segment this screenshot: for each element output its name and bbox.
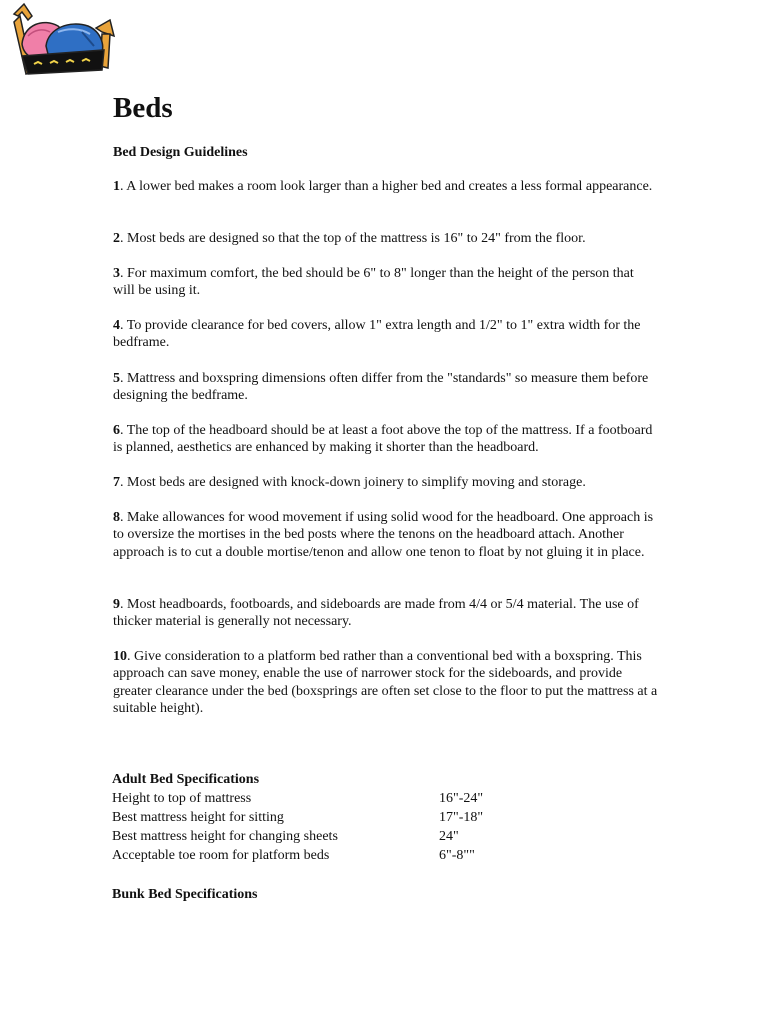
- guideline-5: [113, 370, 658, 405]
- bed-clipart-icon: [10, 2, 116, 78]
- section-heading-bunk-specs: Bunk Bed Specifications: [112, 887, 258, 902]
- guideline-text: . Mattress and boxspring dimensions often differ from the "standards" so measure them before designing the bedframe.: [113, 371, 649, 404]
- spec-value: 24": [439, 829, 459, 844]
- guideline-number: 7: [113, 475, 120, 490]
- guideline-6: [113, 422, 658, 457]
- guideline-number: 6: [113, 423, 120, 438]
- guideline-text: . Give consideration to a platform bed rather than a conventional bed with a boxspring. This approach can save money, enable the use of narrower stock for the sideboards, and provide greater clearance under the bed (boxsprings are often set close to the floor to put the mattress at a suitable height).: [113, 649, 658, 716]
- guideline-9: [113, 596, 658, 631]
- guideline-number: 9: [113, 597, 120, 612]
- spec-value: 6"-8"": [439, 848, 475, 863]
- guideline-text: . A lower bed makes a room look larger than a higher bed and creates a less formal appearance.: [120, 179, 653, 194]
- guideline-text: . Most beds are designed so that the top of the mattress is 16" to 24" from the floor.: [120, 231, 586, 246]
- guideline-text: . The top of the headboard should be at least a foot above the top of the mattress. If a footboard is planned, aesthetics are enhanced by making it shorter than the headboard.: [113, 423, 653, 456]
- guideline-4: [113, 317, 658, 352]
- section-heading-adult-specs: Adult Bed Specifications: [112, 772, 260, 787]
- spec-value: 17"-18": [439, 810, 484, 825]
- spec-label: Best mattress height for sitting: [112, 810, 284, 825]
- guideline-number: 1: [113, 179, 120, 194]
- spec-row: [112, 808, 532, 827]
- spec-label: Best mattress height for changing sheets: [112, 829, 338, 844]
- guideline-3: [113, 265, 658, 300]
- guideline-text: . For maximum comfort, the bed should be 6" to 8" longer than the height of the person that will be using it.: [113, 266, 634, 299]
- guideline-text: . To provide clearance for bed covers, allow 1" extra length and 1/2" to 1" extra width for the bedframe.: [113, 318, 641, 351]
- guideline-10: [113, 648, 658, 717]
- spec-row: [112, 789, 532, 808]
- spec-value: 16"-24": [439, 791, 484, 806]
- guideline-text: . Most beds are designed with knock-down joinery to simplify moving and storage.: [120, 475, 586, 490]
- spec-row: [112, 846, 532, 865]
- guideline-7: [113, 474, 658, 491]
- page-title: Beds: [113, 92, 173, 124]
- guideline-number: 5: [113, 371, 120, 386]
- guideline-number: 4: [113, 318, 120, 333]
- spec-label: Height to top of mattress: [112, 791, 252, 806]
- guideline-1: [113, 178, 658, 195]
- guideline-number: 8: [113, 510, 120, 525]
- section-heading-guidelines: Bed Design Guidelines: [113, 145, 248, 160]
- guideline-2: [113, 230, 658, 247]
- guideline-number: 10: [113, 649, 127, 664]
- guideline-8: [113, 509, 658, 561]
- guideline-text: . Make allowances for wood movement if using solid wood for the headboard. One approach is to oversize the mortises in the bed posts where the tenons on the headboard attach. Another approach is to cut a double mortise/tenon and allow one tenon to float by not gluing it in place.: [113, 510, 654, 560]
- guideline-number: 2: [113, 231, 120, 246]
- guideline-number: 3: [113, 266, 120, 281]
- guideline-text: . Most headboards, footboards, and sideboards are made from 4/4 or 5/4 material. The use of thicker material is generally not necessary.: [113, 597, 639, 630]
- spec-label: Acceptable toe room for platform beds: [112, 848, 330, 863]
- spec-row: [112, 827, 532, 846]
